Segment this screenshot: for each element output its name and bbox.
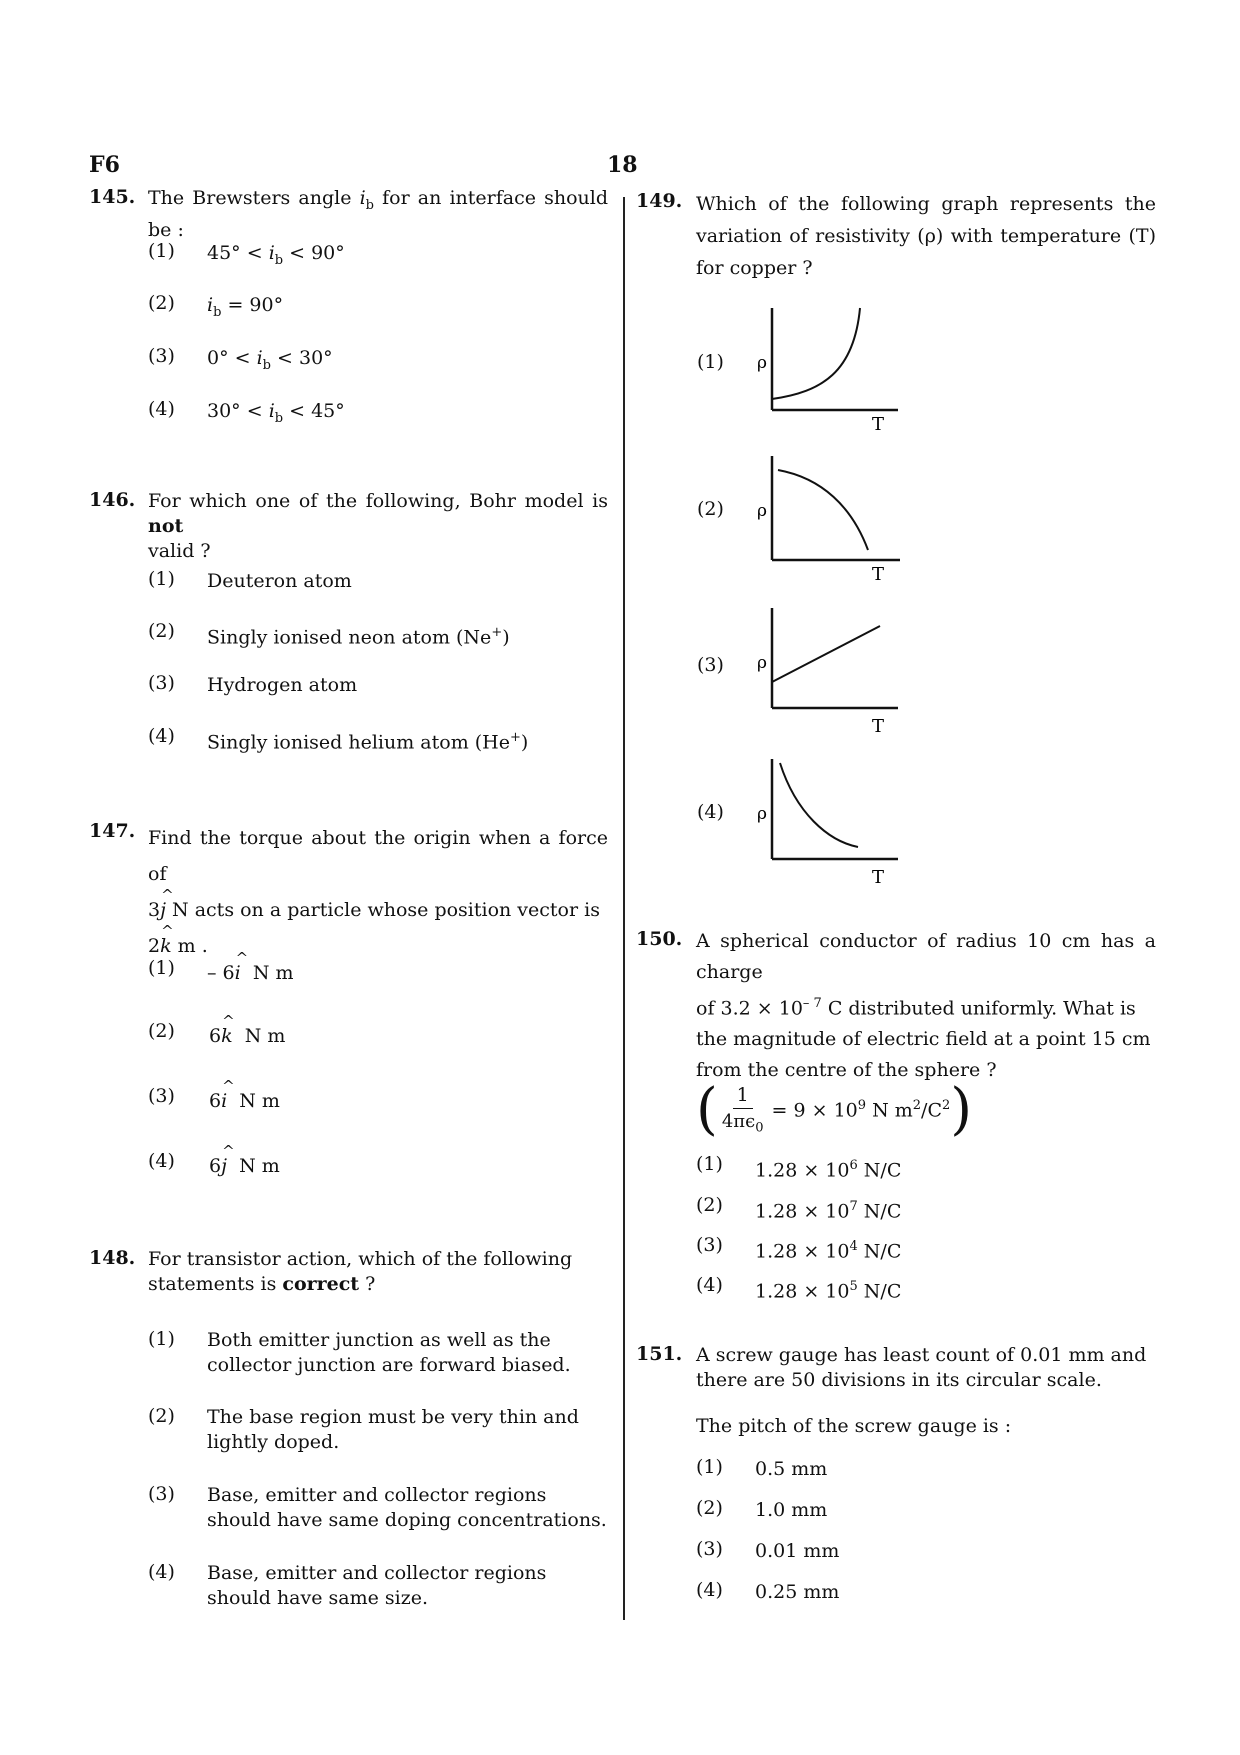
question-text: The Brewsters angle $i_b$ for an interface should be : bbox=[148, 187, 608, 241]
option-number: (2) bbox=[696, 1497, 723, 1519]
option-number: (2) bbox=[696, 1194, 723, 1216]
question-number: 150. bbox=[636, 928, 683, 950]
option-number: (4) bbox=[148, 398, 175, 420]
option-number: (1) bbox=[696, 1456, 723, 1478]
fraction bbox=[722, 1084, 764, 1136]
option-number: (2) bbox=[148, 1405, 175, 1427]
question-number: 149. bbox=[636, 190, 683, 212]
option-3-text: Hydrogen atom bbox=[207, 674, 358, 696]
option-number: (3) bbox=[696, 1234, 723, 1256]
option-2-text: Singly ionised neon atom (Ne+) bbox=[207, 625, 510, 649]
option-number: (2) bbox=[148, 620, 175, 642]
graph-option-2 bbox=[752, 452, 902, 587]
option-number: (2) bbox=[697, 498, 724, 520]
option-4-text: Singly ionised helium atom (He+) bbox=[207, 730, 529, 754]
question-text: For which one of the following, Bohr model is not valid ? bbox=[148, 490, 608, 562]
question-number: 145. bbox=[89, 186, 136, 208]
option-4-text: Base, emitter and collector regions should have same size. bbox=[207, 1562, 547, 1609]
question-number: 146. bbox=[89, 489, 136, 511]
option-number: (4) bbox=[148, 725, 175, 747]
option-number: (1) bbox=[696, 1153, 723, 1175]
question-number: 151. bbox=[636, 1343, 683, 1365]
option-1-text: – 6^ i N m bbox=[207, 960, 294, 986]
option-number: (4) bbox=[696, 1579, 723, 1601]
question-number: 147. bbox=[89, 820, 136, 842]
rho-axis-label: ρ bbox=[757, 804, 767, 824]
option-4-text: 6^ j N m bbox=[209, 1153, 280, 1179]
question-text: A spherical conductor of radius 10 cm has a charge of $3.2 \times 10^{- 7}$ C distributed uniformly. What is the magnitude of electric field at a point 15 cm from the centre of the sphere ? bbox=[696, 930, 1156, 1082]
option-number: (3) bbox=[148, 345, 175, 367]
column-divider bbox=[623, 197, 625, 1620]
option-number: (1) bbox=[148, 568, 175, 590]
formula-rhs: = $9 \times 10^9$ N $m^2/C^2$ bbox=[771, 1098, 951, 1122]
option-1-text: Deuteron atom bbox=[207, 570, 352, 592]
curve bbox=[780, 763, 858, 847]
option-number: (1) bbox=[148, 240, 175, 262]
option-3-text: 6^ i N m bbox=[209, 1088, 280, 1114]
option-2-text: 6^ k N m bbox=[209, 1023, 285, 1049]
option-3-text: $0^\circ < i_b < 30^\circ$ bbox=[207, 347, 333, 373]
option-3-text: 0.01 mm bbox=[755, 1540, 840, 1562]
option-number: (2) bbox=[148, 1020, 175, 1042]
option-4-text: $30^\circ < i_b < 45^\circ$ bbox=[207, 400, 345, 426]
curve bbox=[778, 470, 868, 550]
question-subtext: The pitch of the screw gauge is : bbox=[696, 1415, 1012, 1437]
graph-option-4 bbox=[752, 757, 902, 892]
graph-option-3 bbox=[752, 604, 902, 739]
paper-code: F6 bbox=[89, 152, 120, 178]
left-bracket: ( bbox=[696, 1077, 718, 1142]
t-axis-label: T bbox=[872, 564, 885, 585]
option-4-text: $1.28 \times 10^5$ N/C bbox=[755, 1279, 902, 1303]
right-bracket: ) bbox=[950, 1077, 973, 1142]
option-number: (4) bbox=[697, 801, 724, 823]
t-axis-label: T bbox=[872, 414, 885, 435]
option-2-text: $1.28 \times 10^7$ N/C bbox=[755, 1199, 902, 1223]
option-1-text: Both emitter junction as well as the collector junction are forward biased. bbox=[207, 1329, 571, 1376]
rho-axis-label: ρ bbox=[757, 501, 767, 521]
rho-axis-label: ρ bbox=[757, 353, 767, 373]
option-4-text: 0.25 mm bbox=[755, 1581, 840, 1603]
option-number: (3) bbox=[148, 1085, 175, 1107]
fraction-numerator: 1 bbox=[733, 1084, 753, 1109]
option-2-text: 1.0 mm bbox=[755, 1499, 828, 1521]
option-number: (3) bbox=[148, 672, 175, 694]
option-number: (3) bbox=[697, 654, 724, 676]
question-number: 148. bbox=[89, 1247, 136, 1269]
question-text: Which of the following graph represents the variation of resistivity (ρ) with temperature (T) for copper ? bbox=[696, 193, 1156, 279]
option-number: (4) bbox=[148, 1561, 175, 1583]
option-2-text: $i_b = 90^\circ$ bbox=[207, 294, 284, 320]
page-number: 18 bbox=[607, 152, 638, 178]
option-number: (4) bbox=[148, 1150, 175, 1172]
option-3-text: $1.28 \times 10^4$ N/C bbox=[755, 1239, 902, 1263]
option-1-text: $1.28 \times 10^6$ N/C bbox=[755, 1158, 902, 1182]
option-1-text: $45^\circ < i_b < 90^\circ$ bbox=[207, 242, 345, 268]
question-text: Find the torque about the origin when a force of 3^ j N acts on a particle whose position vector is 2^ k m . bbox=[148, 820, 608, 964]
question-text: A screw gauge has least count of 0.01 mm and there are 50 divisions in its circular scale. bbox=[696, 1344, 1147, 1391]
option-number: (2) bbox=[148, 292, 175, 314]
option-3-text: Base, emitter and collector regions should have same doping concentrations. bbox=[207, 1484, 607, 1531]
t-axis-label: T bbox=[872, 716, 885, 737]
option-2-text: The base region must be very thin and lightly doped. bbox=[207, 1406, 579, 1453]
option-1-text: 0.5 mm bbox=[755, 1458, 828, 1480]
question-text: For transistor action, which of the following statements is correct ? bbox=[148, 1248, 573, 1295]
option-number: (4) bbox=[696, 1274, 723, 1296]
curve bbox=[772, 626, 880, 682]
option-number: (1) bbox=[697, 351, 724, 373]
option-number: (3) bbox=[696, 1538, 723, 1560]
curve bbox=[772, 308, 860, 399]
option-number: (1) bbox=[148, 957, 175, 979]
rho-axis-label: ρ bbox=[757, 653, 767, 673]
t-axis-label: T bbox=[872, 867, 885, 888]
graph-option-1 bbox=[752, 300, 902, 435]
option-number: (3) bbox=[148, 1483, 175, 1505]
formula bbox=[696, 1078, 972, 1142]
option-number: (1) bbox=[148, 1328, 175, 1350]
fraction-denominator: $4\pi\epsilon_0$ bbox=[721, 1111, 764, 1136]
